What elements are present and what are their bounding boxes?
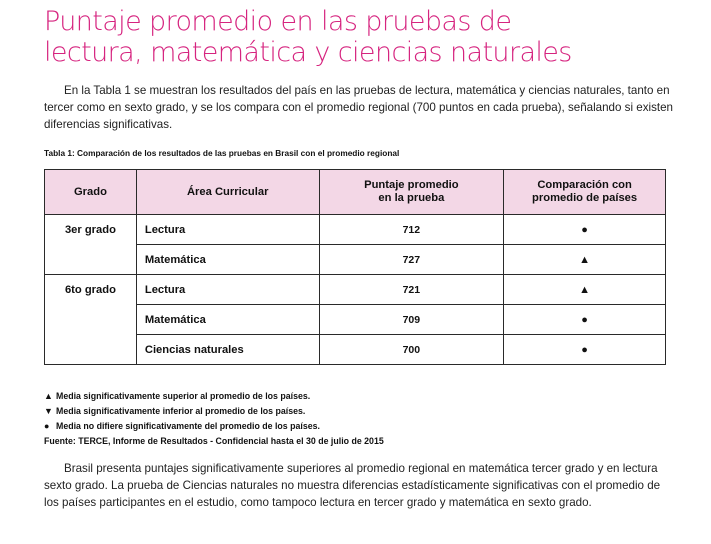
area-cell: Matemática [136,305,319,335]
triangle-up-icon: ▲ [44,391,53,401]
header-comparacion: Comparación con promedio de países [504,170,666,215]
circle-icon: ● [504,305,666,335]
grado-cell: 6to grado [45,275,137,365]
area-cell: Ciencias naturales [136,335,319,365]
intro-paragraph: En la Tabla 1 se muestran los resultados del país en las pruebas de lectura, matemática y ciencias naturales, tanto en tercer como en sexto grado, y se los compara con el promedio regional (700 puntos en cada prueba), señalando si existen diferencias significativas. [44,84,674,131]
title-line-2: lectura, matemática y ciencias naturales [44,37,572,68]
results-table [44,169,666,365]
circle-icon: ● [44,421,50,431]
table-row [45,305,666,335]
closing-paragraph: Brasil presenta puntajes significativamente superiores al promedio regional en matemática tercer grado y en lectura sexto grado. La prueba de Ciencias naturales no muestra diferencias estadísticamente significativas con el promedio de los países participantes en el estudio, como tampoco lectura en tercer grado y matemática en sexto grado. [44,462,661,509]
title-line-1: Puntaje promedio en las pruebas de [44,6,512,37]
table-header-row [45,170,666,215]
table-row [45,215,666,245]
source-note: Fuente: TERCE, Informe de Resultados - Confidencial hasta el 30 de julio de 2015 [44,436,384,446]
grado-cell: 3er grado [45,215,137,275]
table-row [45,275,666,305]
legend-item-inferior: ▼ Media significativamente inferior al promedio de los países. [44,404,544,419]
triangle-up-icon: ▲ [504,275,666,305]
area-cell: Lectura [136,275,319,305]
page-title [44,6,684,68]
triangle-up-icon: ▲ [504,245,666,275]
table-legend [44,389,544,449]
puntaje-cell: 712 [319,215,504,245]
legend-item-no-difiere: ● Media no difiere significativamente del promedio de los países. [44,419,544,434]
circle-icon: ● [504,335,666,365]
puntaje-cell: 709 [319,305,504,335]
puntaje-cell: 727 [319,245,504,275]
triangle-down-icon: ▼ [44,406,53,416]
header-area: Área Curricular [136,170,319,215]
area-cell: Lectura [136,215,319,245]
legend-item-superior: ▲ Media significativamente superior al promedio de los países. [44,389,544,404]
circle-icon: ● [504,215,666,245]
puntaje-cell: 721 [319,275,504,305]
header-puntaje: Puntaje promedio en la prueba [319,170,504,215]
puntaje-cell: 700 [319,335,504,365]
header-grado: Grado [45,170,137,215]
area-cell: Matemática [136,245,319,275]
table-caption: Tabla 1: Comparación de los resultados de las pruebas en Brasil con el promedio regional [44,148,400,158]
table-row [45,245,666,275]
table-row [45,335,666,365]
